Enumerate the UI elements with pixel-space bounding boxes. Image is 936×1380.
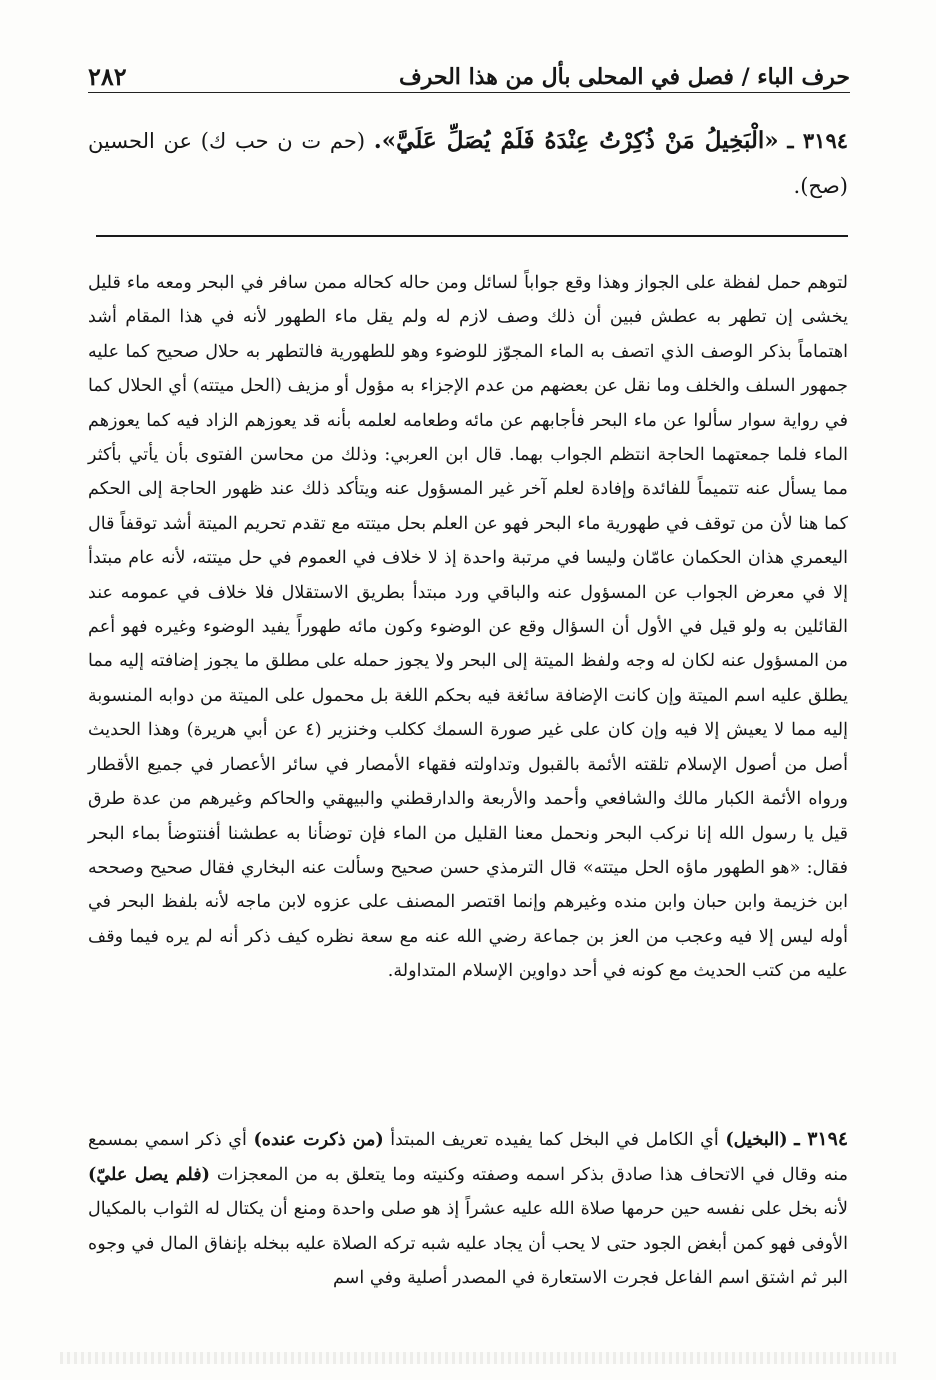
commentary-number: ٣١٩٤ ـ: [794, 1128, 849, 1150]
hadith-sources: (حم ت ن حب ك) عن الحسين (صح).: [88, 129, 848, 198]
commentary-text: لأنه بخل على نفسه حين حرمها صلاة الله عليه عشراً إذ هو صلى واحدة ومنع أن يكتال له الثواب بالمكيال الأوفى فهو كمن أبغض الجود حتى لا يحب أن يجاد عليه شبه تركه الصلاة عليه ببخله بإنفاق المال في وجوه البر ثم اشتق اسم الفاعل فجرت الاستعارة في المصدر أصلية وفي اسم: [88, 1199, 848, 1289]
page-number: ٢٨٢: [88, 62, 127, 91]
commentary-text: أي الكامل في البخل كما يفيده تعريف المبتدأ: [390, 1130, 719, 1150]
hadith-text: [88, 118, 848, 209]
running-title: حرف الباء / فصل في المحلى بأل من هذا الحرف: [398, 64, 850, 90]
commentary-term: (من ذكرت عنده): [253, 1129, 384, 1150]
commentary-term: (فلم يصل عليّ): [88, 1163, 210, 1185]
commentary-text: أي ذكر اسمي بمسمع منه وقال في الاتحاف هذا صادق بذكر اسمه وصفته وكنيته وما يتعلق به من المعجزات: [88, 1130, 848, 1185]
hadith-quote: «الْبَخِيلُ مَنْ ذُكِرْتُ عِنْدَهُ فَلَمْ يُصَلِّ عَلَيَّ».: [373, 127, 779, 154]
hadith-commentary: [88, 1122, 848, 1296]
page-header: [88, 60, 850, 93]
commentary-term: (البخيل): [725, 1129, 788, 1150]
hadith-number: ٣١٩٤ ـ: [787, 128, 849, 153]
previous-commentary: لتوهم حمل لفظة على الجواز وهذا وقع جواباً لسائل ومن حاله كحاله ممن سافر في البحر ومعه ماء قليل يخشى إن تطهر به عطش فبين أن ذلك وصف لازم له ولم يقل ماء الطهور لأنه في هذا المقام أشد اهتماماً بذكر الوصف الذي اتصف به الماء المجوّز للوضوء وهو للطهورية فالتطهر به حلال صحيح كما عليه جمهور السلف والخلف وما نقل عن بعضهم من عدم الإجزاء به مؤول أو مزيف (الحل ميتته) أي الحلال كما في رواية سوار سألوا عن ماء البحر فأجابهم عن مائه وطعامه لعلمه بأنه قد يعوزهم الزاد فيه كما يعوزهم الماء فلما جمعتهما الحاجة انتظم الجواب بهما. قال ابن العربي: وذلك من محاسن الفتوى بأن يأتي بأكثر مما يسأل عنه تتميماً للفائدة وإفادة لعلم آخر غير المسؤول عنه ويتأكد ذلك عند ظهور الحاجة إلى الحكم كما هنا لأن من توقف في طهورية ماء البحر فهو عن العلم بحل ميتته مع تقدم تحريم الميتة أشد توقفاً قال اليعمري هذان الحكمان عامّان وليسا في مرتبة واحدة إذ لا خلاف في العموم في حل ميتته، لأنه عام مبتدأ إلا في معرض الجواب عن المسؤول عنه والباقي ورد مبتدأ بطريق الاستقلال فلا خلاف في عمومه عند القائلين به ولو قيل في الأول أن السؤال وقع عن الوضوء وكون مائه طهوراً يفيد الوضوء وغيره فهو أعم من المسؤول عنه لكان له وجه ولفظ الميتة إلى البحر ولا يجوز حمله على مطلق ما يجوز إضافته إليه مما يطلق عليه اسم الميتة وإن كانت الإضافة سائغة فيه بحكم اللغة بل محمول على الميتة من دوابه المنسوبة إليه مما لا يعيش إلا فيه وإن كان على غير صورة السمك ككلب وخنزير (٤ عن أبي هريرة) وهذا الحديث أصل من أصول الإسلام تلقته الأئمة بالقبول وتداولته فقهاء الأمصار في سائر الأعصار في جميع الأقطار ورواه الأئمة الكبار مالك والشافعي وأحمد والأربعة والدارقطني والبيهقي والحاكم وغيرهم من عدة طرق قيل يا رسول الله إنا نركب البحر ونحمل معنا القليل من الماء فإن توضأنا به عطشنا أفنتوضأ بماء البحر فقال: «هو الطهور ماؤه الحل ميتته» قال الترمذي حسن صحيح وسألت عنه البخاري فقال صحيح وصححه ابن خزيمة وابن حبان وابن منده وغيرهم وإنما اقتصر المصنف على عزوه لابن ماجه لأنه بلفظ البحر في أوله ليس إلا فيه وعجب من العز بن جماعة رضي الله عنه مع سعة نظره كيف ذكر أنه لم يره فيما وقف عليه من كتب الحديث مع كونه في أحد دواوين الإسلام المتداولة.: [88, 273, 848, 982]
scan-edge-noise: [60, 1352, 896, 1364]
section-divider: [96, 235, 848, 237]
